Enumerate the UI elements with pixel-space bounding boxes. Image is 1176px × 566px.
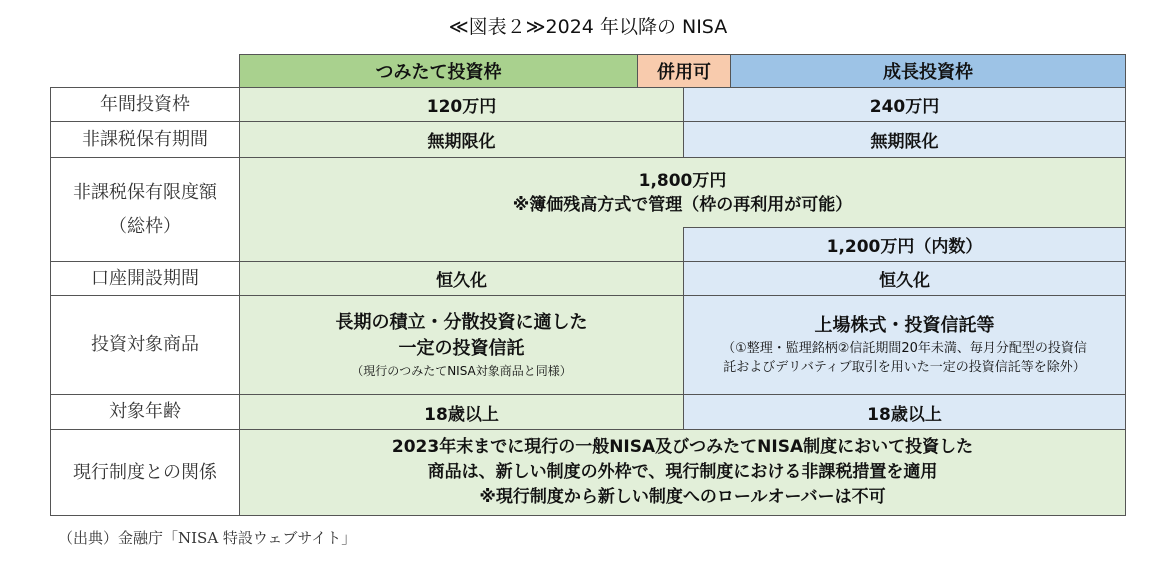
products-tsumitate bbox=[239, 295, 684, 395]
period-growth: 無期限化 bbox=[683, 121, 1126, 158]
open-tsumitate: 恒久化 bbox=[239, 261, 684, 296]
label-products: 投資対象商品 bbox=[50, 295, 240, 395]
label-age: 対象年齢 bbox=[50, 394, 240, 430]
label-annual: 年間投資枠 bbox=[50, 87, 240, 122]
figure-title: ≪図表２≫2024 年以降の NISA bbox=[448, 16, 728, 38]
header-combined-badge: 併用可 bbox=[637, 54, 731, 88]
label-period: 非課税保有期間 bbox=[50, 121, 240, 158]
header-tsumitate: つみたて投資枠 bbox=[239, 54, 638, 88]
products-tsumitate-line2: 一定の投資信託 bbox=[398, 338, 525, 359]
label-limit bbox=[50, 157, 240, 262]
limit-total-amount: 1,800万円 bbox=[638, 171, 727, 191]
source-note: （出典）金融庁「NISA 特設ウェブサイト」 bbox=[58, 529, 357, 547]
period-tsumitate: 無期限化 bbox=[239, 121, 684, 158]
age-growth: 18歳以上 bbox=[683, 394, 1126, 430]
products-tsumitate-note: （現行のつみたてNISA対象商品と同様） bbox=[351, 364, 572, 378]
products-growth-note2: 託およびデリバティブ取引を用いた一定の投資信託等を除外） bbox=[723, 360, 1086, 375]
products-growth-line1: 上場株式・投資信託等 bbox=[814, 315, 995, 336]
header-blank-cell bbox=[50, 54, 240, 88]
relation-line1: 2023年末までに現行の一般NISA及びつみたてNISA制度において投資した bbox=[391, 437, 974, 457]
label-open: 口座開設期間 bbox=[50, 261, 240, 296]
limit-total-cell bbox=[239, 157, 1126, 228]
open-growth: 恒久化 bbox=[683, 261, 1126, 296]
relation-line2: 商品は、新しい制度の外枠で、現行制度における非課税措置を適用 bbox=[427, 462, 938, 482]
limit-total-note: ※簿価残高方式で管理（枠の再利用が可能） bbox=[512, 195, 853, 215]
products-growth bbox=[683, 295, 1126, 395]
label-limit-line2: （総枠） bbox=[109, 215, 181, 237]
products-tsumitate-line1: 長期の積立・分散投資に適した bbox=[335, 312, 588, 333]
annual-growth: 240万円 bbox=[683, 87, 1126, 122]
label-limit-line1: 非課税保有限度額 bbox=[73, 181, 217, 203]
relation-cell bbox=[239, 429, 1126, 516]
relation-line3: ※現行制度から新しい制度へのロールオーバーは不可 bbox=[479, 487, 886, 507]
age-tsumitate: 18歳以上 bbox=[239, 394, 684, 430]
label-relation: 現行制度との関係 bbox=[50, 429, 240, 516]
header-growth: 成長投資枠 bbox=[730, 54, 1126, 88]
annual-tsumitate: 120万円 bbox=[239, 87, 684, 122]
products-growth-note1: （①整理・監理銘柄②信託期間20年未満、毎月分配型の投資信 bbox=[722, 341, 1087, 356]
limit-growth-inner: 1,200万円（内数） bbox=[683, 227, 1126, 262]
limit-tsumitate-lower bbox=[239, 227, 684, 262]
